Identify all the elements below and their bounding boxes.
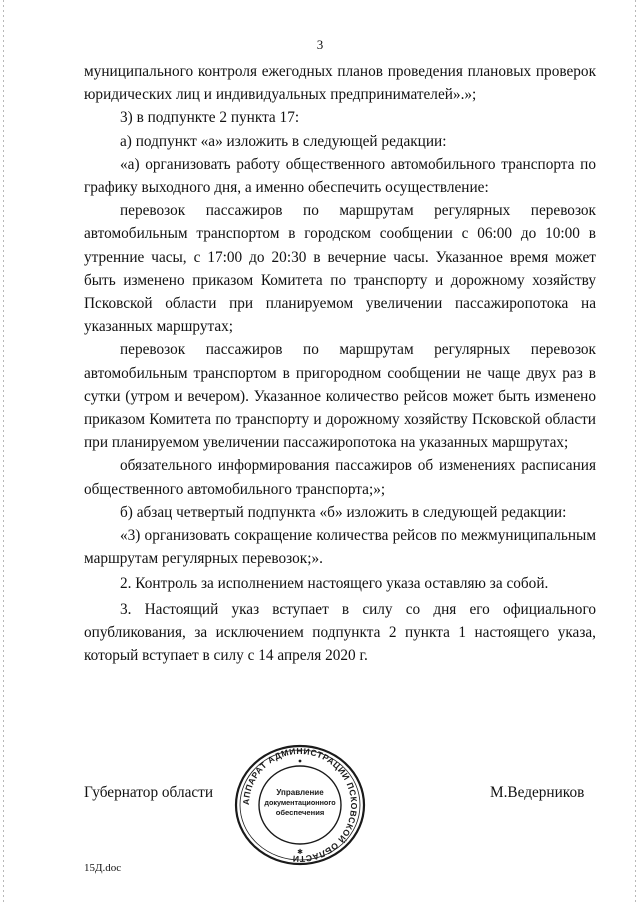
seal-star-icon: ✱: [297, 848, 303, 856]
document-body: [84, 60, 596, 667]
scan-edge-left: [3, 0, 4, 905]
paragraph-subitem-a: а) подпункт «а» изложить в следующей редакции:: [120, 132, 447, 150]
paragraph-informing: обязательного информирования пассажиров об изменениях расписания общественного автомобильного транспорта;»;: [84, 457, 596, 498]
paragraph-quote-3: «3) организовать сокращение количества рейсов по межмуниципальным маршрутам регулярных перевозок;».: [84, 527, 596, 568]
paragraph-subitem-b: б) абзац четвертый подпункта «б» изложить в следующей редакции:: [120, 503, 567, 521]
paragraph-item-2-control: 2. Контроль за исполнением настоящего указа оставляю за собой.: [120, 575, 549, 593]
official-seal: [232, 742, 368, 868]
paragraph-continuation: муниципального контроля ежегодных планов проведения плановых проверок юридических лиц и индивидуальных предпринимателей».»;: [84, 63, 596, 104]
paragraph-suburban-transport: перевозок пассажиров по маршрутам регулярных перевозок автомобильным транспортом в пригородном сообщении не чаще двух раз в сутки (утром и вечером). Указанное количество рейсов может быть изменено приказом Комитета по транспорту и дорожному хозяйству Псковской области при планируемом увеличении пассажиропотока на указанных маршрутах;: [84, 341, 596, 452]
paragraph-item-3-effective: 3. Настоящий указ вступает в силу со дня его официального опубликования, за исключением подпункта 2 пункта 1 настоящего указа, который вступает в силу с 14 апреля 2020 г.: [84, 600, 596, 665]
scan-edge-right: [635, 0, 636, 905]
file-name: 15Д.doc: [84, 862, 122, 874]
signature-name: М.Ведерников: [490, 784, 585, 801]
seal-ring-text: АППАРАТ АДМИНИСТРАЦИИ ПСКОВСКОЙ ОБЛАСТИ: [240, 745, 360, 865]
paragraph-urban-transport: перевозок пассажиров по маршрутам регулярных перевозок автомобильным транспортом в городском сообщении с 06:00 до 10:00 в утренние часы, с 17:00 до 20:30 в вечерние часы. Указанное время может быть изменено приказом Комитета по транспорту и дорожному хозяйству Псковской области при планируемом увеличении пассажиропотока на указанных маршрутах;: [84, 202, 596, 336]
paragraph-item-3: 3) в подпункте 2 пункта 17:: [120, 109, 300, 127]
seal-center-line-3: обеспечения: [275, 808, 325, 817]
seal-center-line-2: документационного: [264, 798, 336, 807]
paragraph-quote-a: «а) организовать работу общественного автомобильного транспорта по графику выходного дня, а именно обеспечить осуществление:: [84, 155, 596, 197]
page-number: 3: [316, 37, 324, 52]
seal-dot-icon: [299, 760, 302, 763]
seal-center-line-1: Управление: [276, 788, 324, 797]
signature-role: Губернатор области: [84, 784, 214, 801]
